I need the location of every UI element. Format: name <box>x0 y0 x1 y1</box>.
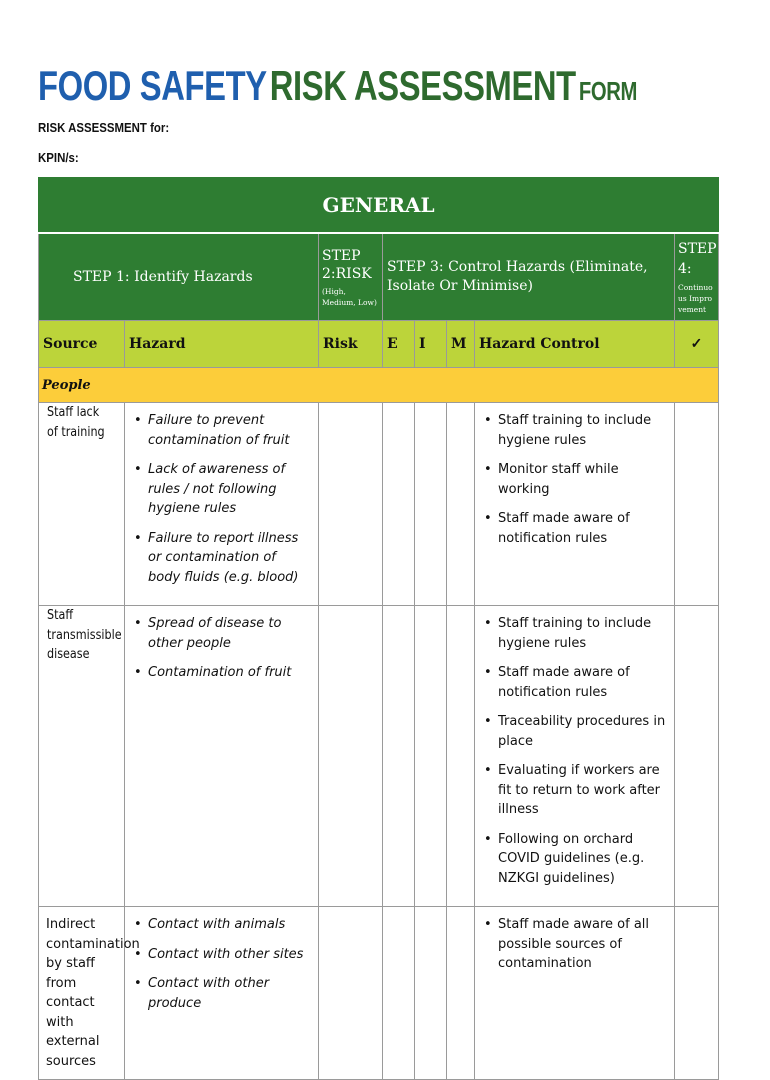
table-row <box>39 403 719 606</box>
kpin-label: KPIN/s: <box>38 150 79 165</box>
table-row <box>39 606 719 907</box>
hazard-item: • Contact with animals <box>131 915 312 935</box>
title-part-form: FORM <box>578 76 638 106</box>
step1-label: STEP 1: Identify Hazards <box>73 269 253 285</box>
control-cell <box>475 606 675 907</box>
source-cell <box>39 606 125 907</box>
i-cell[interactable] <box>415 907 447 1080</box>
risk-assessment-for-label: RISK ASSESSMENT for: <box>38 120 170 135</box>
control-item: • Staff training to include hygiene rules <box>481 411 668 450</box>
section-people: People <box>39 368 719 403</box>
m-cell[interactable] <box>447 907 475 1080</box>
form-title <box>38 62 637 110</box>
hazard-item: • Contact with other produce <box>131 974 312 1013</box>
e-cell[interactable] <box>383 907 415 1080</box>
control-item: • Monitor staff while working <box>481 460 668 499</box>
step4-note: Continuous Improvement <box>678 283 713 314</box>
control-item: • Staff made aware of notification rules <box>481 509 668 548</box>
step3-header <box>383 233 675 321</box>
i-cell[interactable] <box>415 606 447 907</box>
control-item: • Staff training to include hygiene rules <box>481 614 668 653</box>
hazard-cell <box>125 606 319 907</box>
control-item: • Staff made aware of notification rules <box>481 663 668 702</box>
general-header: GENERAL <box>39 178 719 234</box>
control-item: • Staff made aware of all possible sources of contamination <box>481 915 668 974</box>
check-cell[interactable] <box>675 907 719 1080</box>
step2-label: STEP 2:RISK <box>322 247 372 282</box>
col-hazard: Hazard <box>125 321 319 368</box>
m-cell[interactable] <box>447 403 475 606</box>
control-item: • Following on orchard COVID guidelines (e.g. NZKGI guidelines) <box>481 830 668 889</box>
m-cell[interactable] <box>447 606 475 907</box>
i-cell[interactable] <box>415 403 447 606</box>
hazard-cell <box>125 403 319 606</box>
table-row <box>39 907 719 1080</box>
col-check: ✓ <box>675 321 719 368</box>
step1-header <box>39 233 319 321</box>
check-cell[interactable] <box>675 606 719 907</box>
control-item: • Evaluating if workers are fit to return to work after illness <box>481 761 668 820</box>
risk-cell[interactable] <box>319 606 383 907</box>
risk-assessment-table <box>38 177 719 1080</box>
source-text: Staff transmissible disease <box>47 608 122 662</box>
step2-note: (High, Medium, Low) <box>322 286 377 307</box>
control-cell <box>475 403 675 606</box>
source-text: Staff lack of training <box>47 405 105 440</box>
hazard-item: • Contamination of fruit <box>131 663 312 683</box>
step2-header <box>319 233 383 321</box>
col-source: Source <box>39 321 125 368</box>
step4-label: STEP 4: <box>678 241 717 277</box>
control-item: • Traceability procedures in place <box>481 712 668 751</box>
source-cell <box>39 403 125 606</box>
title-part-food-safety: FOOD SAFETY <box>38 62 267 109</box>
col-hazard-control: Hazard Control <box>475 321 675 368</box>
hazard-cell <box>125 907 319 1080</box>
hazard-item: • Failure to report illness or contamination of body fluids (e.g. blood) <box>131 529 312 588</box>
col-eliminate: E <box>383 321 415 368</box>
hazard-item: • Failure to prevent contamination of fruit <box>131 411 312 450</box>
hazard-item: • Contact with other sites <box>131 945 312 965</box>
hazard-item: • Lack of awareness of rules / not following hygiene rules <box>131 460 312 519</box>
col-minimise: M <box>447 321 475 368</box>
e-cell[interactable] <box>383 606 415 907</box>
risk-cell[interactable] <box>319 403 383 606</box>
source-cell <box>39 907 140 1080</box>
col-risk: Risk <box>319 321 383 368</box>
step4-header <box>675 233 719 321</box>
source-text: Indirect contamination by staff from contact with external sources <box>46 917 140 1069</box>
risk-cell[interactable] <box>319 907 383 1080</box>
hazard-item: • Spread of disease to other people <box>131 614 312 653</box>
control-cell <box>475 907 675 1080</box>
e-cell[interactable] <box>383 403 415 606</box>
title-part-risk-assessment: RISK ASSESSMENT <box>269 62 576 109</box>
col-isolate: I <box>415 321 447 368</box>
check-cell[interactable] <box>675 403 719 606</box>
step3-label: STEP 3: Control Hazards (Eliminate, Isolate Or Minimise) <box>387 259 648 294</box>
